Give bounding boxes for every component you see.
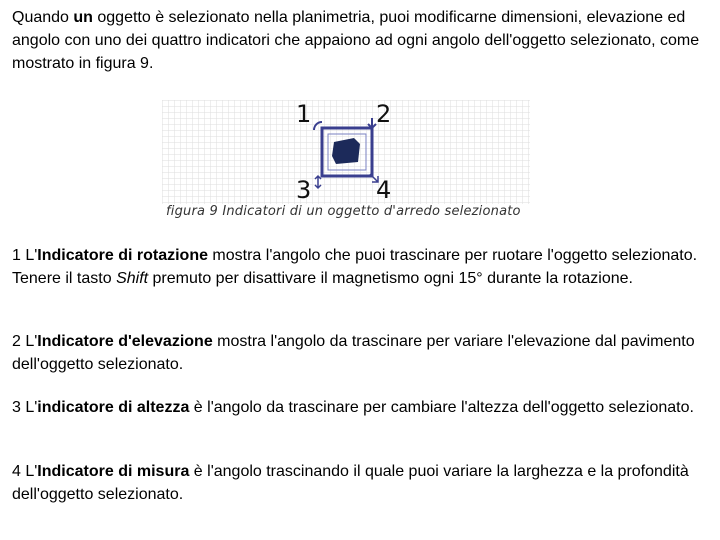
- figure-9: [162, 100, 530, 224]
- intro-text-1: Quando: [12, 9, 74, 26]
- intro-text-2: oggetto è selezionato nella planimetria, puoi modificarne dimensioni, elevazione ed angolo con uno dei quattro indicatori che appaiono ad ogni angolo dell'oggetto selezionato, come mostrato in figura 9.: [12, 9, 700, 72]
- list-item-rotation: [12, 244, 702, 290]
- item-4-title: Indicatore di misura: [37, 463, 190, 480]
- item-2-title: Indicatore d'elevazione: [37, 333, 213, 350]
- list-item-elevation: [12, 330, 702, 376]
- item-3-text: è l'angolo da trascinare per cambiare l'altezza dell'oggetto selezionato.: [189, 399, 694, 416]
- item-1-title: Indicatore di rotazione: [37, 247, 208, 264]
- intro-paragraph: [12, 6, 702, 75]
- figure-label-3: 3: [296, 176, 312, 204]
- list-item-size: [12, 460, 702, 506]
- intro-bold-word: un: [73, 9, 93, 26]
- item-3-title: indicatore di altezza: [37, 399, 190, 416]
- item-1-text-a: mostra l'angolo che puoi trascinare per ruotare l'oggetto selezionato. Tenere il tasto: [12, 247, 698, 287]
- list-item-height: [12, 396, 702, 419]
- item-1-text-b: premuto per disattivare il magnetismo ogni 15° durante la rotazione.: [148, 270, 633, 287]
- item-2-prefix: 2 L': [12, 333, 38, 350]
- figure-label-4: 4: [376, 176, 392, 204]
- item-2-text: mostra l'angolo da trascinare per variare l'elevazione dal pavimento dell'oggetto selezionato.: [12, 333, 695, 373]
- figure-caption: figura 9 Indicatori di un oggetto d'arredo selezionato: [166, 204, 521, 219]
- figure-label-1: 1: [296, 100, 312, 128]
- item-1-prefix: 1 L': [12, 247, 38, 264]
- item-1-key: Shift: [116, 270, 149, 287]
- item-4-text: è l'angolo trascinando il quale puoi variare la larghezza e la profondità dell'oggetto selezionato.: [12, 463, 689, 503]
- item-4-prefix: 4 L': [12, 463, 38, 480]
- item-3-prefix: 3 L': [12, 399, 38, 416]
- furniture-piece-icon: [332, 138, 360, 164]
- figure-label-2: 2: [376, 100, 392, 128]
